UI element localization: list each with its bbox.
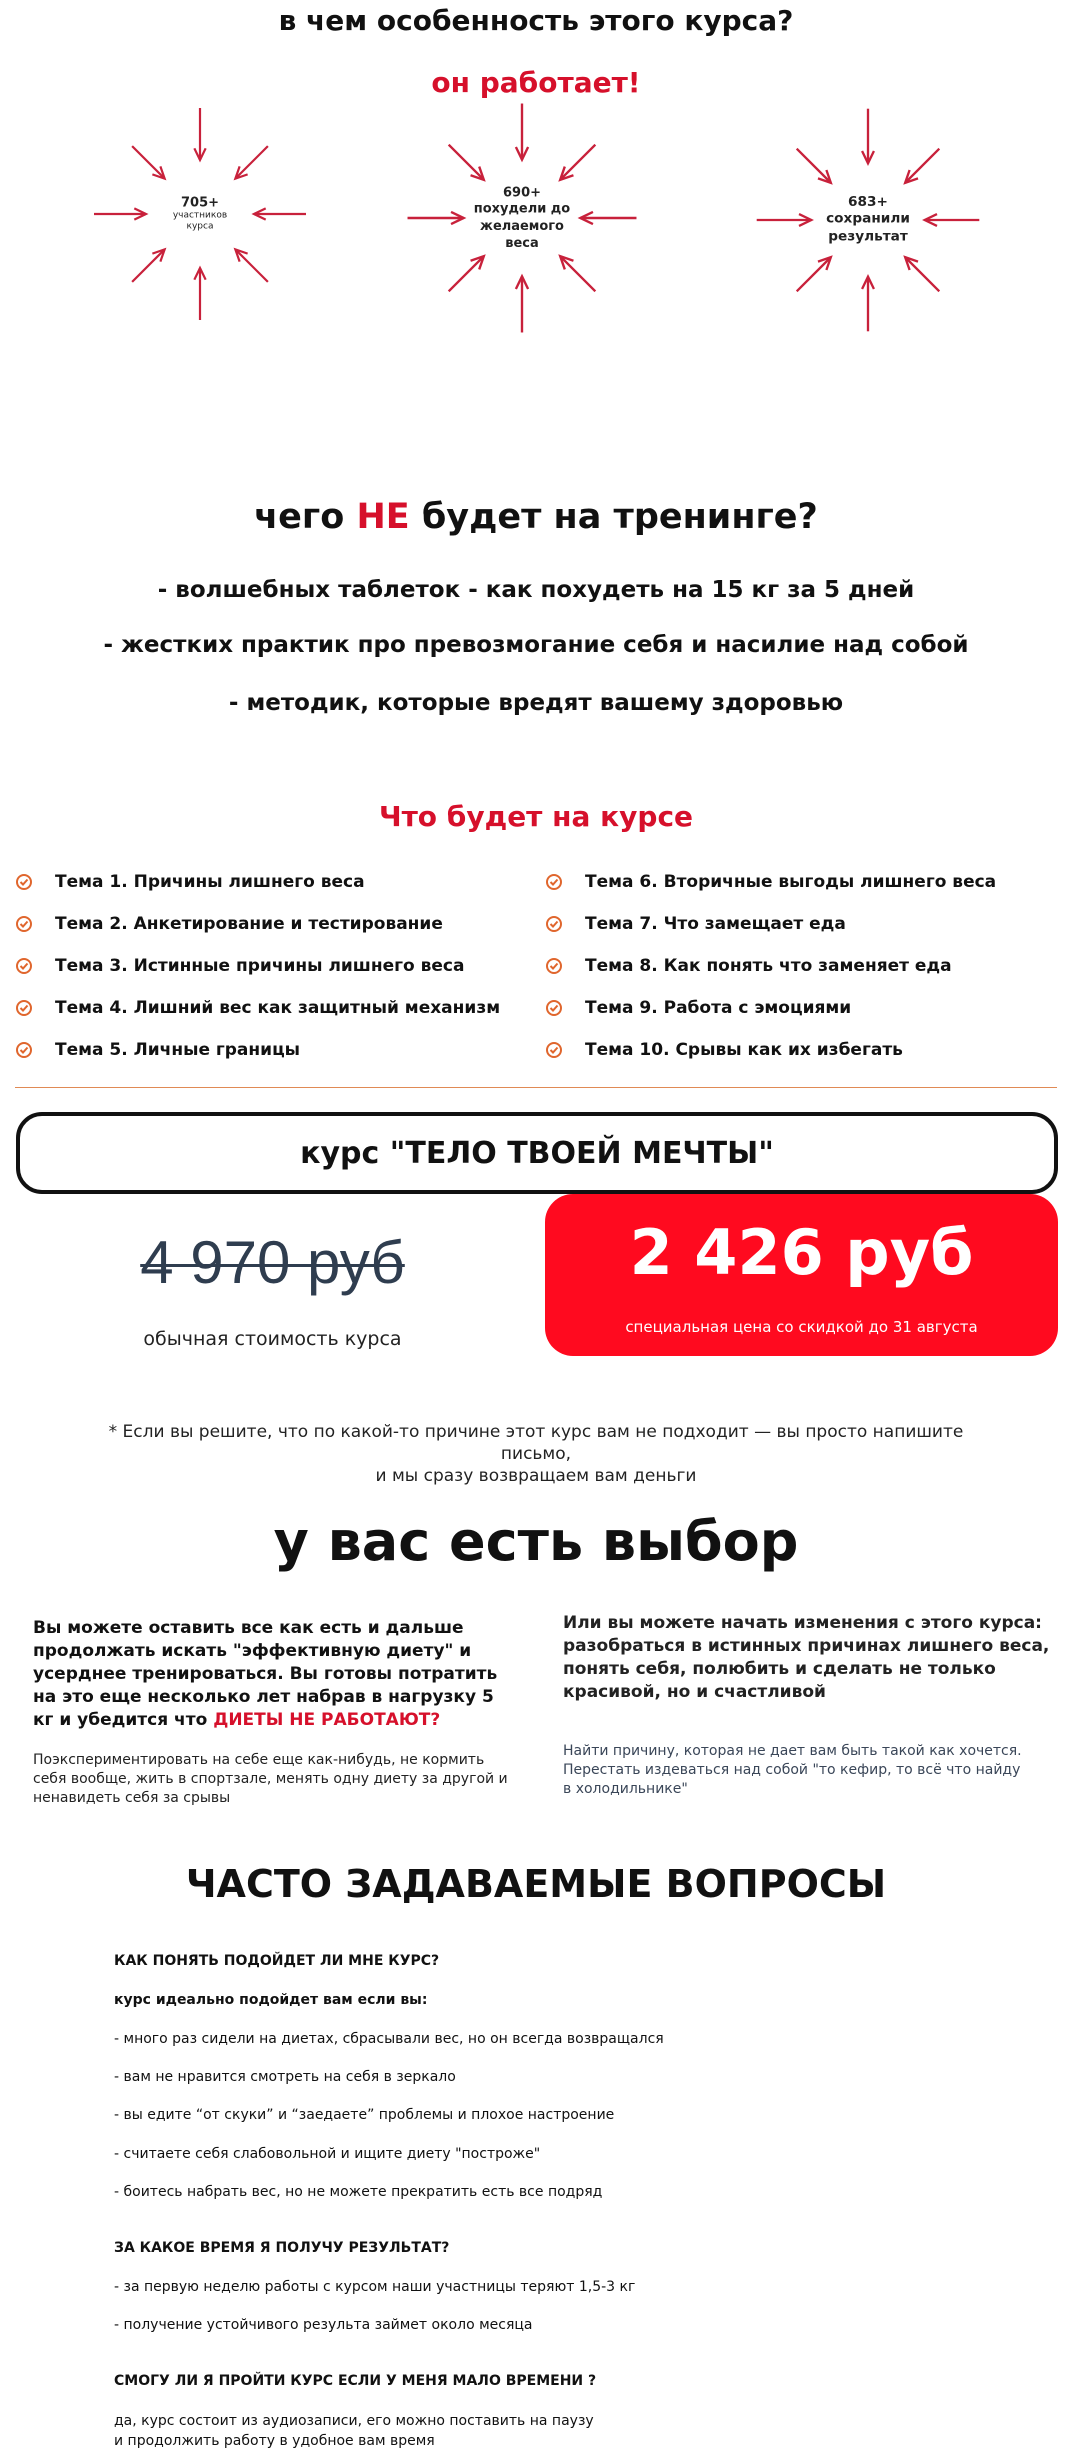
- faq-intro: курс идеально подойдет вам если вы:: [114, 1992, 428, 2008]
- topic-label: Тема 6. Вторичные выгоды лишнего веса: [585, 872, 997, 892]
- stat-participants: [80, 94, 320, 334]
- stat-kept-result: [742, 94, 994, 346]
- topic-item: [585, 1038, 903, 1062]
- check-circle-icon: [545, 915, 563, 933]
- feature-title: в чем особенность этого курса?: [278, 4, 794, 37]
- divider: [15, 1087, 1057, 1088]
- refund-note: [90, 1421, 982, 1487]
- old-price-caption: обычная стоимость курса: [143, 1328, 402, 1350]
- stat-reached-weight: [392, 88, 651, 347]
- topic-item: [585, 996, 851, 1020]
- topic-label: Тема 10. Срывы как их избегать: [585, 1040, 903, 1060]
- topic-label: Тема 2. Анкетирование и тестирование: [55, 914, 443, 934]
- topic-label: Тема 5. Личные границы: [55, 1040, 301, 1060]
- topic-item: [585, 912, 846, 936]
- faq-title: ЧАСТО ЗАДАВАЕМЫЕ ВОПРОСЫ: [185, 1862, 887, 1906]
- old-price: 4 970 руб: [140, 1229, 405, 1296]
- special-price-caption: специальная цена со скидкой до 31 августа: [625, 1318, 978, 1336]
- topic-label: Тема 8. Как понять что заменяет еда: [585, 956, 952, 976]
- faq-answer-item: - считаете себя слабовольной и ищите диету "построже": [114, 2146, 541, 2162]
- special-price: 2 426 руб: [629, 1216, 974, 1289]
- topic-label: Тема 1. Причины лишнего веса: [55, 872, 365, 892]
- stat-label: похудели до желаемого веса: [473, 200, 571, 251]
- feature-subtitle: он работает!: [431, 66, 641, 99]
- no-item: - жестких практик про превозмогание себя и насилие над собой: [103, 632, 969, 658]
- faq-question: КАК ПОНЯТЬ ПОДОЙДЕТ ЛИ МНЕ КУРС?: [114, 1953, 440, 1969]
- faq-answer-item: - вы едите “от скуки” и “заедаете” проблемы и плохое настроение: [114, 2107, 615, 2123]
- topic-item: [55, 870, 365, 894]
- topic-label: Тема 7. Что замещает еда: [585, 914, 846, 934]
- topic-item: [585, 954, 952, 978]
- course-title-box: [16, 1112, 1058, 1194]
- choice-left-text: [33, 1617, 513, 1732]
- topic-item: [55, 996, 500, 1020]
- special-price-box: [545, 1194, 1058, 1356]
- faq-question: ЗА КАКОЕ ВРЕМЯ Я ПОЛУЧУ РЕЗУЛЬТАТ?: [114, 2240, 450, 2256]
- no-item: - методик, которые вредят вашему здоровью: [228, 690, 844, 716]
- choice-left-bold: Вы можете оставить все как есть и дальше продолжать искать "эффективную диету" и усерднее тренироваться. Вы готовы потратить на это еще несколько лет набрав в нагрузку 5 кг и убедится что: [33, 1618, 498, 1730]
- check-circle-icon: [15, 1041, 33, 1059]
- choice-left-note: Поэкспериментировать на себе еще как-нибудь, не кормить себя вообще, жить в спортзале, менять одну диету за другой и ненавидеть себя за срывы: [33, 1752, 508, 1806]
- faq-answer-line: и продолжить работу в удобное вам время: [114, 2433, 435, 2449]
- faq-answer-item: - боитесь набрать вес, но не можете прекратить есть все подряд: [114, 2184, 603, 2200]
- stat-number: 705+: [180, 195, 220, 211]
- check-circle-icon: [15, 957, 33, 975]
- choice-right-note: Найти причину, которая не дает вам быть такой как хочется. Перестать издеваться над собой "то кефир, то всё что найду в холодильнике": [563, 1743, 1022, 1797]
- choice-left-accent: ДИЕТЫ НЕ РАБОТАЮТ?: [213, 1710, 441, 1730]
- check-circle-icon: [545, 999, 563, 1017]
- choice-title: у вас есть выбор: [273, 1510, 799, 1573]
- topic-label: Тема 3. Истинные причины лишнего веса: [55, 956, 465, 976]
- check-circle-icon: [545, 1041, 563, 1059]
- check-circle-icon: [545, 873, 563, 891]
- check-circle-icon: [545, 957, 563, 975]
- stat-number: 683+: [848, 194, 888, 211]
- topic-label: Тема 4. Лишний вес как защитный механизм: [55, 998, 501, 1018]
- topic-label: Тема 9. Работа с эмоциями: [585, 998, 852, 1018]
- faq-answer-item: - много раз сидели на диетах, сбрасывали вес, но он всегда возвращался: [114, 2031, 664, 2047]
- stat-label: участников курса: [172, 210, 228, 232]
- program-title: Что будет на курсе: [378, 800, 694, 833]
- no-title-after: будет на тренинге?: [421, 497, 818, 537]
- course-title: курс "ТЕЛО ТВОЕЙ МЕЧТЫ": [300, 1135, 774, 1171]
- no-item: - волшебных таблеток - как похудеть на 15 кг за 5 дней: [157, 577, 915, 603]
- topic-item: [55, 954, 464, 978]
- topic-item: [55, 1038, 300, 1062]
- faq-answer-item: - получение устойчивого результа займет около месяца: [114, 2317, 533, 2333]
- topic-item: [55, 912, 443, 936]
- faq-answer-item: - вам не нравится смотреть на себя в зеркало: [114, 2069, 456, 2085]
- stat-label: сохранили результат: [826, 211, 910, 245]
- check-circle-icon: [15, 999, 33, 1017]
- refund-line: и мы сразу возвращаем вам деньги: [375, 1466, 697, 1486]
- check-circle-icon: [15, 873, 33, 891]
- check-circle-icon: [15, 915, 33, 933]
- faq-answer-line: да, курс состоит из аудиозаписи, его можно поставить на паузу: [114, 2413, 594, 2429]
- refund-line: * Если вы решите, что по какой-то причине этот курс вам не подходит — вы просто напишите письмо,: [108, 1422, 964, 1464]
- topic-item: [585, 870, 996, 894]
- no-title: [0, 497, 1072, 537]
- choice-right-bold: Или вы можете начать изменения с этого курса: разобраться в истинных причинах лишнего веса, понять себя, полюбить и сделать не только красивой, но и счастливой: [563, 1613, 1050, 1702]
- faq-question: СМОГУ ЛИ Я ПРОЙТИ КУРС ЕСЛИ У МЕНЯ МАЛО ВРЕМЕНИ ?: [114, 2373, 597, 2389]
- no-title-accent: НЕ: [356, 497, 410, 537]
- faq-answer-item: - за первую неделю работы с курсом наши участницы теряют 1,5-3 кг: [114, 2279, 636, 2295]
- stat-number: 690+: [503, 184, 541, 200]
- no-title-before: чего: [254, 497, 345, 537]
